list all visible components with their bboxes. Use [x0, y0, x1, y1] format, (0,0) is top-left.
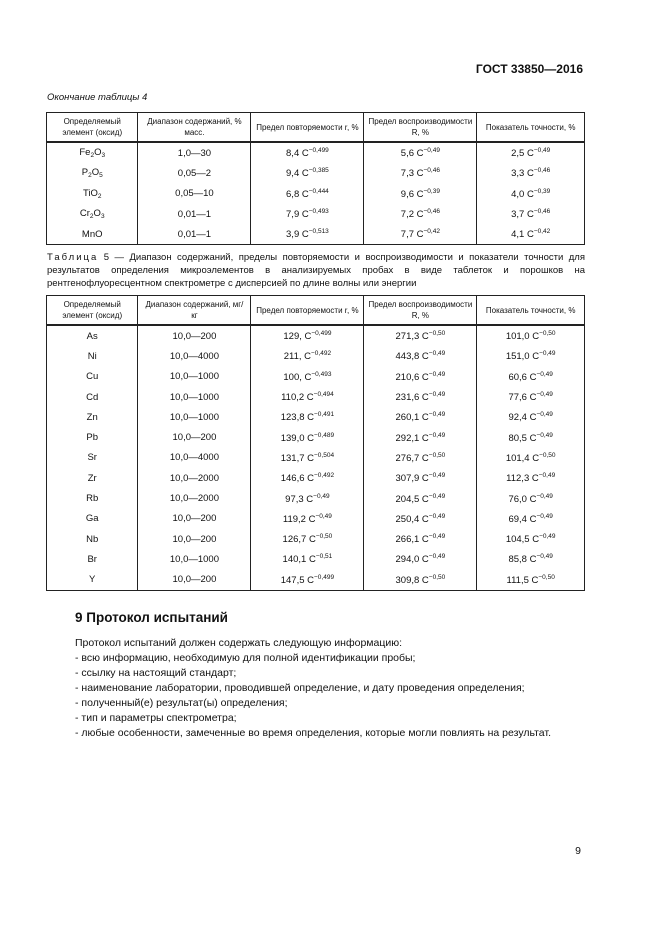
table-row — [47, 387, 585, 407]
table-row — [47, 468, 585, 488]
cell-exponent: −0,50 — [538, 573, 555, 581]
table-cell — [364, 549, 477, 569]
cell-exponent: −0,46 — [533, 208, 551, 216]
cell-value: 9,6 C — [400, 188, 424, 200]
element-cell — [47, 184, 138, 204]
cell-exponent: −0,49 — [428, 492, 446, 500]
list-item: - любые особенности, замеченные во время определения, которые могли повлиять на результат. — [75, 727, 551, 739]
document-id: ГОСТ 33850—2016 — [475, 62, 583, 76]
table-cell — [477, 549, 585, 569]
cell-exponent: −0,513 — [308, 228, 329, 236]
element-symbol: O — [94, 147, 102, 159]
cell-value: 97,3 C — [285, 493, 314, 505]
cell-value: 443,8 C — [395, 351, 429, 363]
element-cell: Nb — [47, 529, 138, 549]
cell-value: 307,9 C — [395, 473, 429, 485]
table-header-row — [47, 296, 585, 326]
cell-value: 3,3 C — [511, 168, 534, 180]
cell-value: 80,5 C — [508, 432, 537, 444]
list-item: - наименование лаборатории, проводившей определение, и дату проведения определения; — [75, 682, 525, 694]
table-cell: 10,0—200 — [138, 509, 251, 529]
cell-value: 92,4 C — [508, 412, 537, 424]
cell-exponent: −0,49 — [536, 411, 553, 419]
column-header: Определяемый элемент (оксид) — [47, 113, 138, 143]
cell-value: 294,0 C — [395, 554, 429, 566]
table-cell — [477, 529, 585, 549]
cell-exponent: −0,49 — [428, 472, 446, 480]
cell-value: 139,0 C — [280, 432, 315, 444]
cell-exponent: −0,49 — [536, 431, 553, 439]
table-row — [47, 448, 585, 468]
cell-exponent: −0,50 — [428, 451, 446, 459]
cell-exponent: −0,49 — [428, 350, 446, 358]
cell-exponent: −0,49 — [315, 512, 332, 520]
element-cell: Br — [47, 549, 138, 569]
table-cell — [364, 448, 477, 468]
cell-value: 4,1 C — [511, 229, 534, 241]
table-cell — [477, 184, 585, 204]
cell-exponent: −0,499 — [308, 147, 329, 155]
element-cell: Ni — [47, 346, 138, 366]
cell-value: 123,8 C — [280, 412, 315, 424]
cell-value: 140,1 C — [282, 554, 316, 566]
cell-exponent: −0,49 — [536, 553, 553, 561]
cell-value: 260,1 C — [395, 412, 429, 424]
cell-exponent: −0,42 — [533, 228, 551, 236]
table-cell — [477, 427, 585, 447]
column-header: Показатель точности, % — [477, 296, 585, 326]
element-symbol: Cr — [79, 208, 90, 220]
element-symbol: P — [81, 167, 89, 179]
section-title: 9 Протокол испытаний — [75, 610, 228, 625]
cell-value: 204,5 C — [395, 493, 429, 505]
list-item: - всю информацию, необходимую для полной идентификации пробы; — [75, 652, 416, 664]
table-cell — [477, 224, 585, 245]
table5-caption-text: 5 — Диапазон содержаний, пределы повторяемости и воспроизводимости и показатели точности для результатов определения микроэлементов в анализируемых пробах в виде таблеток и порошков на рентгенофлуоресцентном спектрометре с дисперсией по длине волны или энергии — [47, 252, 585, 289]
cell-value: 7,9 C — [286, 209, 309, 221]
table-cell — [364, 325, 477, 346]
element-subscript: 3 — [101, 152, 106, 160]
table-cell — [364, 204, 477, 224]
cell-value: 211, C — [283, 351, 312, 363]
table-cell: 10,0—200 — [138, 427, 251, 447]
element-symbol: O — [93, 208, 101, 220]
table-cell: 10,0—4000 — [138, 448, 251, 468]
table-cell — [364, 509, 477, 529]
cell-exponent: −0,51 — [315, 553, 333, 561]
table-cell: 0,05—10 — [138, 184, 251, 204]
cell-value: 100, C — [283, 371, 312, 383]
table-row — [47, 367, 585, 387]
cell-value: 2,5 C — [511, 148, 534, 160]
cell-value: 266,1 C — [395, 534, 429, 546]
cell-exponent: −0,49 — [536, 492, 553, 500]
column-header: Определяемый элемент (оксид) — [47, 296, 138, 326]
cell-value: 7,7 C — [400, 229, 424, 241]
table-5 — [46, 295, 585, 591]
cell-exponent: −0,49 — [313, 492, 330, 500]
cell-exponent: −0,39 — [423, 187, 440, 195]
cell-value: 112,3 C — [506, 473, 539, 485]
element-cell: Rb — [47, 488, 138, 508]
table-cell — [364, 427, 477, 447]
table-cell — [251, 142, 364, 163]
column-header: Предел воспроизводимости R, % — [364, 113, 477, 143]
table-cell — [364, 367, 477, 387]
table-cell: 10,0—200 — [138, 570, 251, 591]
cell-value: 129, C — [283, 331, 312, 343]
table-cell — [251, 570, 364, 591]
cell-value: 101,0 C — [505, 331, 540, 343]
table-row — [47, 224, 585, 245]
element-symbol: Fe — [79, 147, 91, 159]
column-header: Предел повторяемости r, % — [251, 113, 364, 143]
cell-exponent: −0,50 — [315, 533, 333, 541]
table-cell — [364, 407, 477, 427]
cell-exponent: −0,49 — [536, 391, 553, 399]
cell-exponent: −0,499 — [311, 330, 332, 338]
cell-exponent: −0,49 — [428, 431, 446, 439]
table-row — [47, 488, 585, 508]
table-cell — [477, 367, 585, 387]
cell-exponent: −0,46 — [423, 208, 440, 216]
table-cell: 10,0—2000 — [138, 468, 251, 488]
column-header: Диапазон содержаний, мг/кг — [138, 296, 251, 326]
table-cell — [251, 468, 364, 488]
cell-value: 76,0 C — [508, 493, 537, 505]
element-cell: Ga — [47, 509, 138, 529]
cell-exponent: −0,49 — [428, 553, 446, 561]
table-header-row — [47, 113, 585, 143]
cell-value: 7,2 C — [400, 209, 424, 221]
table-cell — [251, 184, 364, 204]
cell-exponent: −0,492 — [314, 472, 335, 480]
table-cell — [477, 325, 585, 346]
element-cell — [47, 142, 138, 163]
element-cell — [47, 204, 138, 224]
cell-value: 271,3 C — [395, 331, 429, 343]
cell-exponent: −0,499 — [314, 573, 335, 581]
cell-value: 119,2 C — [282, 513, 316, 525]
cell-value: 3,9 C — [286, 229, 309, 241]
table-cell — [364, 570, 477, 591]
element-cell: Zn — [47, 407, 138, 427]
element-cell: Sr — [47, 448, 138, 468]
table-cell — [477, 346, 585, 366]
cell-value: 5,6 C — [400, 148, 424, 160]
cell-value: 101,4 C — [505, 452, 540, 464]
cell-value: 292,1 C — [395, 432, 429, 444]
cell-value: 131,7 C — [280, 452, 315, 464]
table-cell — [251, 427, 364, 447]
table-cell — [251, 367, 364, 387]
element-subscript: 5 — [99, 172, 103, 180]
table5-caption-label: Таблица — [47, 252, 99, 263]
list-item: - полученный(е) результат(ы) определения; — [75, 697, 288, 709]
element-cell: Cu — [47, 367, 138, 387]
table-cell — [477, 509, 585, 529]
element-cell: Cd — [47, 387, 138, 407]
element-subscript: 2 — [88, 172, 92, 180]
cell-value: 146,6 C — [280, 473, 315, 485]
cell-value: 4,0 C — [511, 188, 534, 200]
cell-exponent: −0,49 — [539, 533, 556, 541]
cell-value: 3,7 C — [511, 209, 534, 221]
cell-exponent: −0,49 — [423, 147, 440, 155]
table-cell — [477, 570, 585, 591]
cell-exponent: −0,49 — [428, 512, 446, 520]
cell-value: 250,4 C — [395, 513, 429, 525]
table-cell — [364, 488, 477, 508]
cell-exponent: −0,491 — [314, 411, 335, 419]
table-cell — [251, 529, 364, 549]
table-cell — [251, 448, 364, 468]
cell-exponent: −0,493 — [308, 208, 329, 216]
cell-value: 231,6 C — [395, 392, 429, 404]
table-cell — [364, 468, 477, 488]
table-cell — [477, 407, 585, 427]
table-cell: 10,0—4000 — [138, 346, 251, 366]
element-subscript: 2 — [90, 152, 95, 160]
cell-exponent: −0,49 — [533, 147, 551, 155]
section-intro: Протокол испытаний должен содержать следующую информацию: — [75, 637, 403, 649]
cell-exponent: −0,50 — [428, 573, 446, 581]
cell-exponent: −0,49 — [539, 350, 556, 358]
element-subscript: 3 — [100, 213, 105, 221]
table-cell — [364, 529, 477, 549]
list-item: - ссылку на настоящий стандарт; — [75, 667, 237, 679]
cell-value: 6,8 C — [286, 188, 309, 200]
cell-exponent: −0,49 — [428, 411, 446, 419]
cell-value: 77,6 C — [508, 392, 537, 404]
table-cell: 10,0—200 — [138, 529, 251, 549]
table-4 — [46, 112, 585, 245]
table-row — [47, 407, 585, 427]
cell-exponent: −0,49 — [536, 370, 553, 378]
table-cell — [364, 387, 477, 407]
cell-exponent: −0,46 — [533, 167, 551, 175]
element-subscript: 2 — [89, 213, 94, 221]
cell-value: 151,0 C — [505, 351, 540, 363]
cell-exponent: −0,504 — [314, 451, 335, 459]
table-cell — [477, 387, 585, 407]
table-cell — [364, 346, 477, 366]
column-header: Показатель точности, % — [477, 113, 585, 143]
cell-value: 104,5 C — [505, 534, 540, 546]
table-row — [47, 142, 585, 163]
cell-value: 8,4 C — [286, 148, 309, 160]
table-cell: 10,0—1000 — [138, 387, 251, 407]
table-cell — [251, 549, 364, 569]
table-cell — [364, 224, 477, 245]
cell-exponent: −0,42 — [423, 228, 440, 236]
table-cell — [477, 163, 585, 183]
cell-value: 147,5 C — [280, 574, 315, 586]
table-cell — [477, 204, 585, 224]
table-cell: 0,01—1 — [138, 224, 251, 245]
cell-value: 309,8 C — [395, 574, 429, 586]
cell-exponent: −0,50 — [539, 330, 556, 338]
cell-exponent: −0,49 — [536, 512, 553, 520]
table-cell: 10,0—200 — [138, 325, 251, 346]
cell-exponent: −0,49 — [428, 370, 446, 378]
cell-value: 69,4 C — [508, 513, 537, 525]
table-cell: 1,0—30 — [138, 142, 251, 163]
cell-exponent: −0,493 — [311, 370, 332, 378]
table-cell — [477, 488, 585, 508]
cell-value: 210,6 C — [395, 371, 429, 383]
cell-exponent: −0,49 — [428, 533, 446, 541]
table-cell — [251, 204, 364, 224]
table-cell — [251, 346, 364, 366]
table-cell: 0,01—1 — [138, 204, 251, 224]
table-cell — [251, 224, 364, 245]
cell-value: 110,2 C — [281, 392, 314, 404]
cell-exponent: −0,50 — [539, 451, 556, 459]
element-cell: Y — [47, 570, 138, 591]
element-symbol: O — [91, 167, 100, 179]
column-header: Диапазон содержаний, % масс. — [138, 113, 251, 143]
table-cell: 0,05—2 — [138, 163, 251, 183]
list-item: - тип и параметры спектрометра; — [75, 712, 237, 724]
table-cell — [251, 387, 364, 407]
cell-value: 9,4 C — [286, 168, 309, 180]
element-cell: Pb — [47, 427, 138, 447]
cell-exponent: −0,489 — [314, 431, 335, 439]
element-symbol: TiO — [82, 187, 98, 199]
table-cell: 10,0—1000 — [138, 549, 251, 569]
table-cell — [251, 407, 364, 427]
cell-exponent: −0,50 — [428, 330, 446, 338]
cell-exponent: −0,385 — [308, 167, 329, 175]
cell-exponent: −0,492 — [311, 350, 332, 358]
table-cell — [364, 142, 477, 163]
table-row — [47, 184, 585, 204]
table-cell — [477, 448, 585, 468]
table-cell — [251, 488, 364, 508]
cell-exponent: −0,39 — [533, 187, 551, 195]
element-symbol: MnO — [81, 228, 103, 240]
element-cell — [47, 163, 138, 183]
column-header: Предел повторяемости r, % — [251, 296, 364, 326]
column-header: Предел воспроизводимости R, % — [364, 296, 477, 326]
page-number: 9 — [575, 845, 581, 857]
table-row — [47, 529, 585, 549]
cell-value: 276,7 C — [395, 452, 429, 464]
table-cell: 10,0—1000 — [138, 407, 251, 427]
table-cell: 10,0—1000 — [138, 367, 251, 387]
cell-value: 85,8 C — [508, 554, 537, 566]
cell-value: 111,5 C — [506, 574, 539, 586]
cell-exponent: −0,444 — [308, 187, 329, 195]
table-row — [47, 549, 585, 569]
cell-exponent: −0,46 — [423, 167, 440, 175]
table-row — [47, 509, 585, 529]
cell-value: 7,3 C — [400, 168, 424, 180]
table-row — [47, 163, 585, 183]
cell-value: 60,6 C — [508, 371, 537, 383]
table-row — [47, 325, 585, 346]
table-row — [47, 346, 585, 366]
table-cell — [364, 163, 477, 183]
element-subscript: 2 — [97, 192, 102, 200]
table-row — [47, 570, 585, 591]
element-cell: Zr — [47, 468, 138, 488]
table-cell — [251, 325, 364, 346]
table4-caption: Окончание таблицы 4 — [47, 92, 148, 103]
table-cell — [477, 468, 585, 488]
cell-exponent: −0,49 — [428, 391, 446, 399]
table-row — [47, 204, 585, 224]
table-cell — [477, 142, 585, 163]
table-cell — [364, 184, 477, 204]
table5-caption — [47, 251, 585, 290]
cell-value: 126,7 C — [282, 534, 316, 546]
table-cell: 10,0—2000 — [138, 488, 251, 508]
table-cell — [251, 509, 364, 529]
element-cell: As — [47, 325, 138, 346]
cell-exponent: −0,49 — [538, 472, 556, 480]
cell-exponent: −0,494 — [313, 391, 334, 399]
table-cell — [251, 163, 364, 183]
element-cell — [47, 224, 138, 245]
table-row — [47, 427, 585, 447]
